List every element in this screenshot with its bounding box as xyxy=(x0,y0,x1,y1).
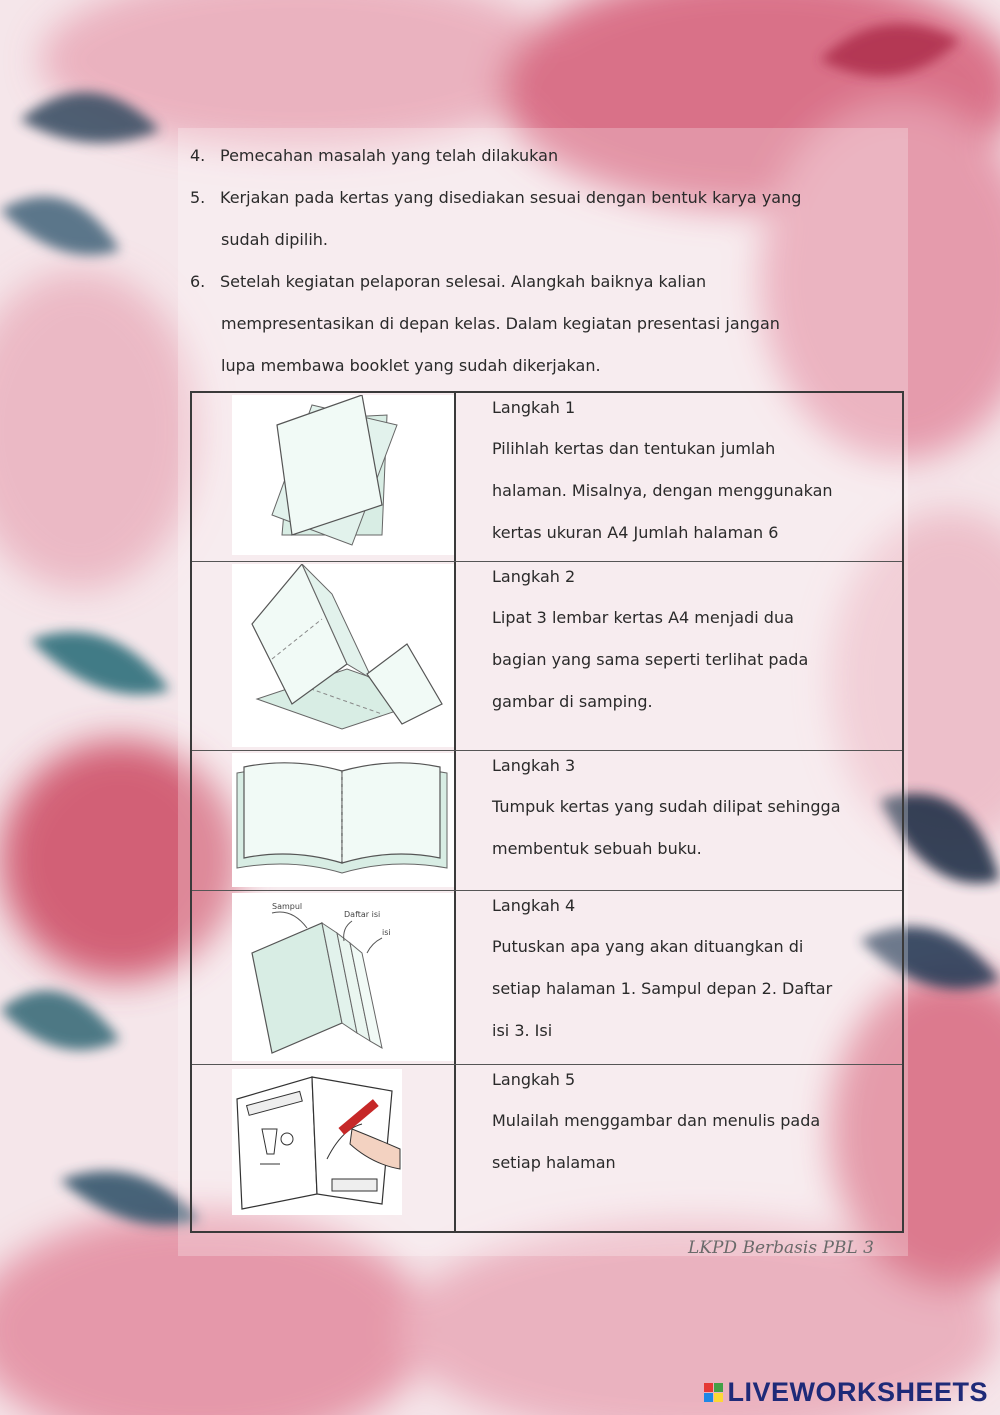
step-text xyxy=(492,891,897,1052)
step-row-4 xyxy=(192,891,902,1065)
step-title: Langkah 3 xyxy=(492,756,576,775)
step-text xyxy=(492,1065,897,1184)
booklet-pages-icon xyxy=(232,893,454,1061)
step-line: setiap halaman xyxy=(492,1153,616,1172)
booklet-label-contents: Daftar isi xyxy=(344,910,381,919)
liveworksheets-logo-icon xyxy=(704,1383,723,1402)
step-title: Langkah 5 xyxy=(492,1070,576,1089)
step-line: halaman. Misalnya, dengan menggunakan xyxy=(492,481,833,500)
instruction-text-continued: lupa membawa booklet yang sudah dikerjakan. xyxy=(221,356,601,375)
step-row-3 xyxy=(192,751,902,891)
footer-note: LKPD Berbasis PBL 3 xyxy=(688,1238,874,1258)
drawing-hand-icon xyxy=(232,1069,402,1215)
steps-table xyxy=(190,391,904,1233)
step-line: gambar di samping. xyxy=(492,692,653,711)
step-line: Lipat 3 lembar kertas A4 menjadi dua xyxy=(492,608,794,627)
instruction-number: 5. xyxy=(190,188,206,207)
step-line: isi 3. Isi xyxy=(492,1021,553,1040)
folded-paper-icon xyxy=(232,564,454,747)
step-text xyxy=(492,751,897,870)
step-line: membentuk sebuah buku. xyxy=(492,839,702,858)
step-line: Putuskan apa yang akan dituangkan di xyxy=(492,937,804,956)
step-text xyxy=(492,562,897,723)
step-title: Langkah 4 xyxy=(492,896,576,915)
step-text xyxy=(492,393,897,554)
instruction-text-continued: sudah dipilih. xyxy=(221,230,328,249)
step-row-1 xyxy=(192,393,902,562)
step-row-2 xyxy=(192,562,902,751)
watermark-text: LIVEWORKSHEETS xyxy=(727,1377,988,1407)
step-line: Pilihlah kertas dan tentukan jumlah xyxy=(492,439,776,458)
instruction-text: Pemecahan masalah yang telah dilakukan xyxy=(220,146,559,165)
instruction-text: Setelah kegiatan pelaporan selesai. Alangkah baiknya kalian xyxy=(220,272,707,291)
step-line: setiap halaman 1. Sampul depan 2. Daftar xyxy=(492,979,833,998)
booklet-label-cover: Sampul xyxy=(272,902,303,911)
instruction-text: Kerjakan pada kertas yang disediakan sesuai dengan bentuk karya yang xyxy=(220,188,802,207)
instruction-item xyxy=(190,272,890,292)
step-title: Langkah 1 xyxy=(492,398,576,417)
instruction-text-continued: mempresentasikan di depan kelas. Dalam kegiatan presentasi jangan xyxy=(221,314,780,333)
liveworksheets-watermark[interactable] xyxy=(704,1377,988,1408)
stacked-paper-icon xyxy=(232,395,454,555)
step-title: Langkah 2 xyxy=(492,567,576,586)
step-row-5 xyxy=(192,1065,902,1231)
booklet-label-body: isi xyxy=(382,928,391,937)
open-book-icon xyxy=(232,753,454,887)
step-line: bagian yang sama seperti terlihat pada xyxy=(492,650,809,669)
step-line: kertas ukuran A4 Jumlah halaman 6 xyxy=(492,523,779,542)
step-line: Mulailah menggambar dan menulis pada xyxy=(492,1111,821,1130)
instruction-number: 4. xyxy=(190,146,206,165)
instruction-item xyxy=(190,146,890,166)
instruction-number: 6. xyxy=(190,272,206,291)
step-line: Tumpuk kertas yang sudah dilipat sehingga xyxy=(492,797,841,816)
instruction-item xyxy=(190,188,890,208)
